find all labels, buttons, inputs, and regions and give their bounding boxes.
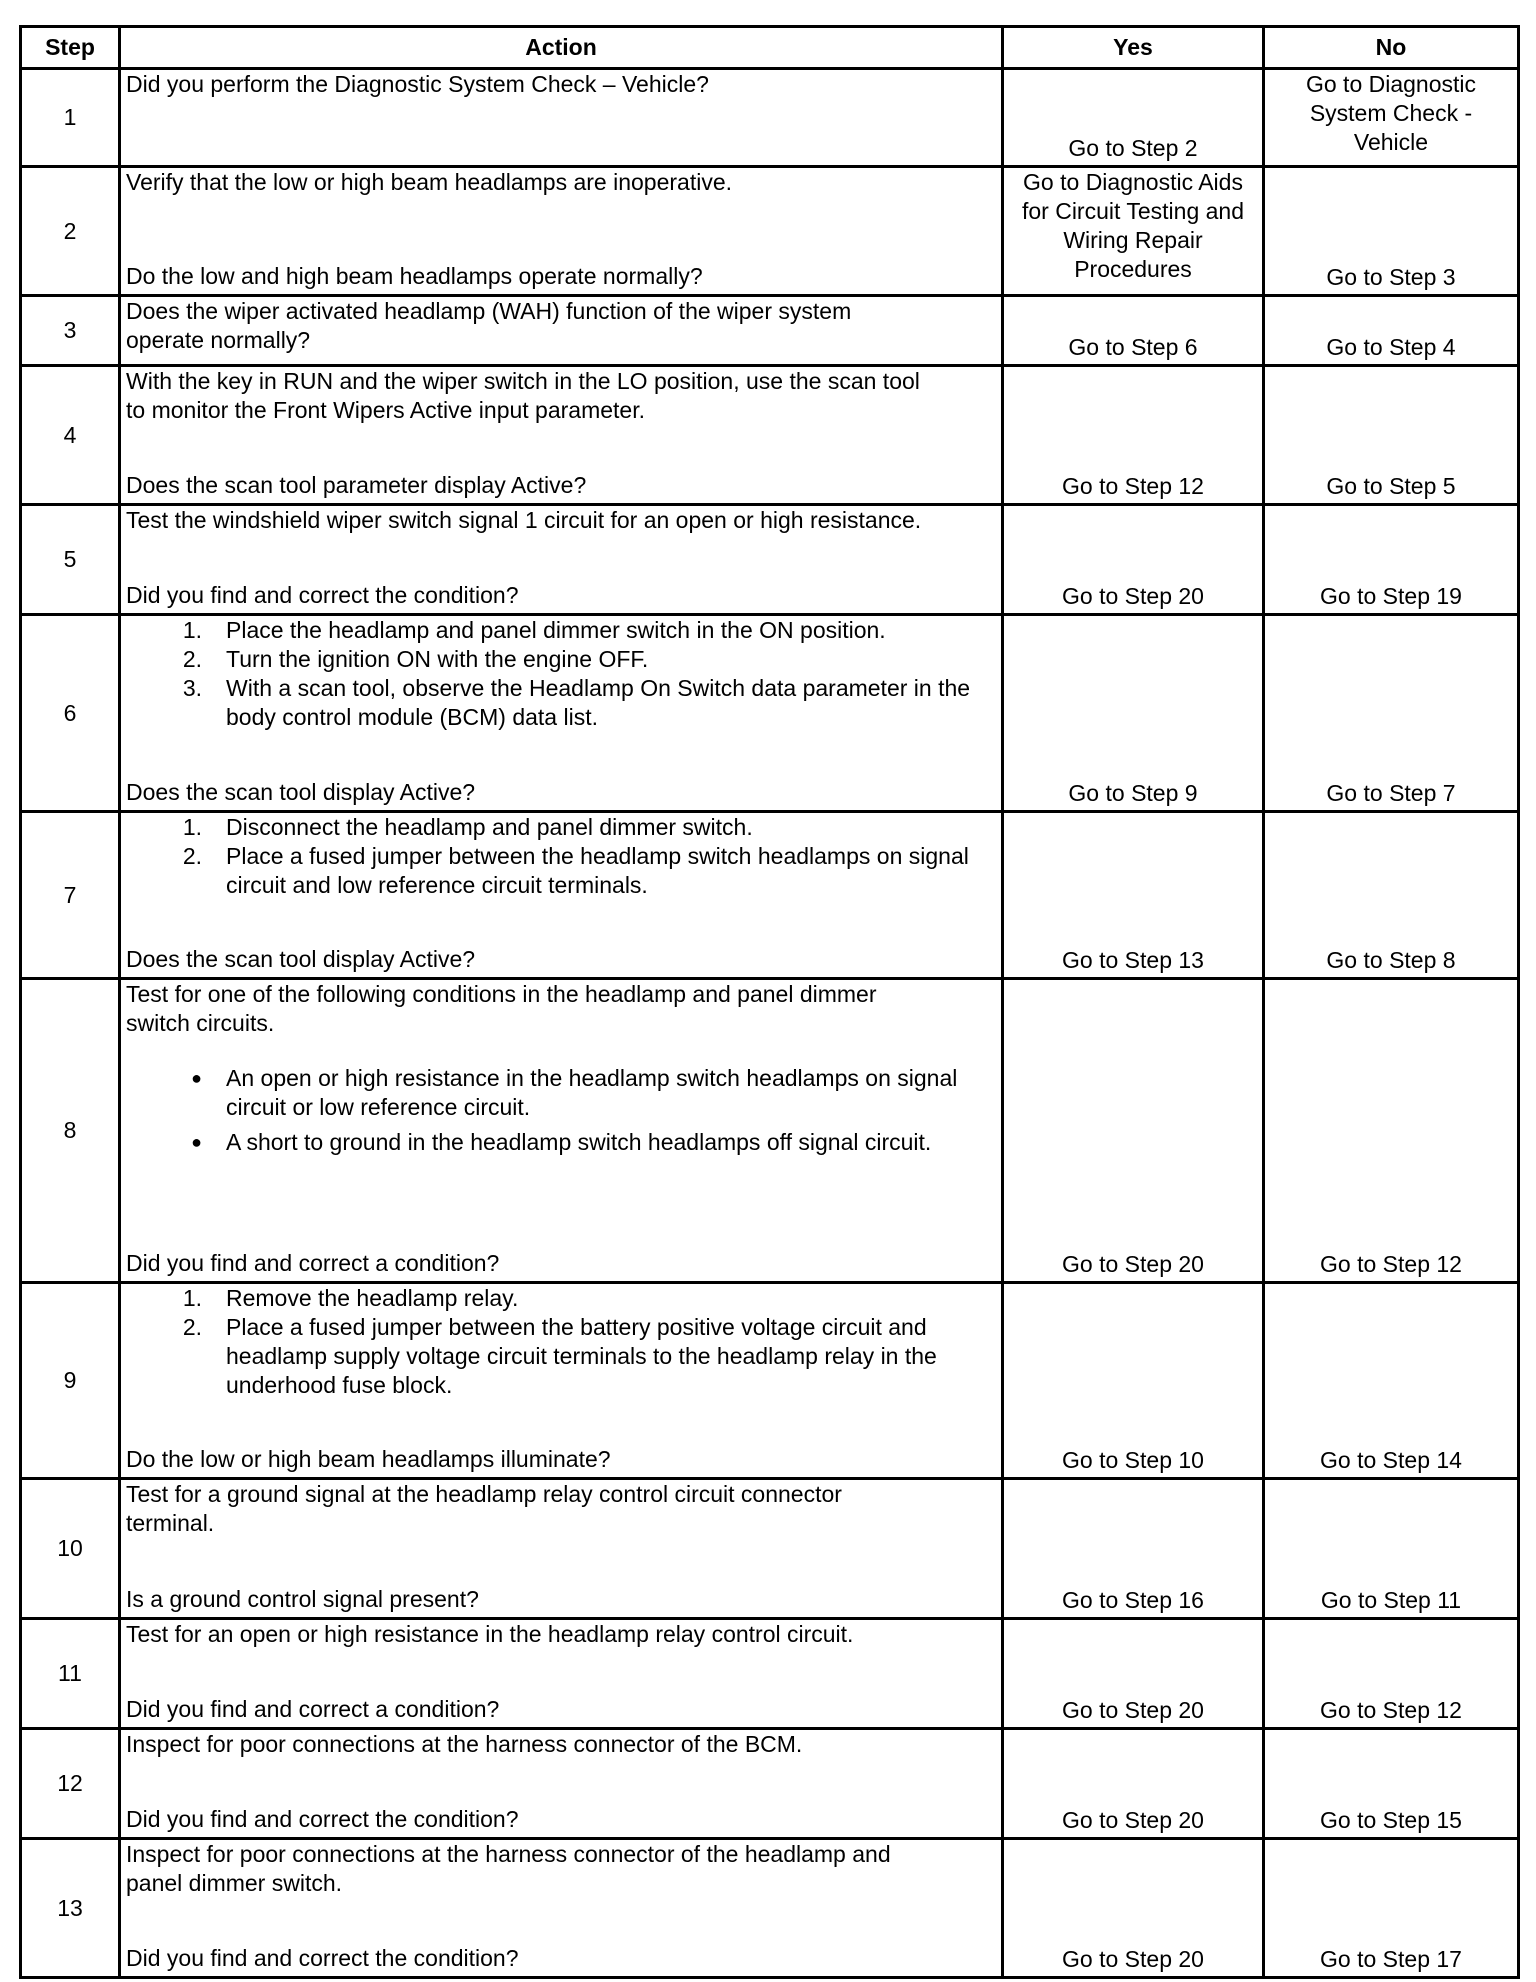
step-number: 11 — [21, 1619, 120, 1729]
yes-outcome: Go to Step 9 — [1003, 615, 1264, 812]
no-outcome: Go to Step 12 — [1264, 1619, 1519, 1729]
action-text: to monitor the Front Wipers Active input parameter. — [126, 397, 646, 423]
table-row — [21, 1729, 1519, 1839]
action-text: With the key in RUN and the wiper switch in the LO position, use the scan tool — [126, 368, 920, 394]
action-text: Verify that the low or high beam headlamps are inoperative. — [126, 169, 733, 195]
bullet-item — [126, 1128, 996, 1157]
step-number: 1 — [21, 69, 120, 167]
numbered-step-item — [126, 674, 996, 732]
step-item-number: 2. — [182, 646, 202, 672]
action-question: Did you find and correct the condition? — [126, 582, 519, 608]
action-cell — [120, 69, 1003, 167]
action-cell — [120, 1729, 1003, 1839]
header-no: No — [1264, 27, 1519, 69]
action-text: panel dimmer switch. — [126, 1870, 343, 1896]
no-outcome: Go to Step 4 — [1264, 296, 1519, 366]
action-cell — [120, 167, 1003, 296]
action-cell — [120, 1839, 1003, 1978]
no-outcome: Go to Step 11 — [1264, 1479, 1519, 1619]
action-cell — [120, 1283, 1003, 1479]
action-cell — [120, 1479, 1003, 1619]
action-question: Did you find and correct a condition? — [126, 1696, 500, 1722]
step-number: 7 — [21, 812, 120, 979]
yes-outcome: Go to Step 13 — [1003, 812, 1264, 979]
step-number: 13 — [21, 1839, 120, 1978]
header-yes: Yes — [1003, 27, 1264, 69]
table-body — [21, 69, 1519, 1978]
bullet-icon: ● — [191, 1132, 202, 1152]
no-outcome: Go to Diagnostic System Check - Vehicle — [1264, 69, 1519, 167]
step-number: 4 — [21, 366, 120, 505]
action-cell — [120, 812, 1003, 979]
step-number: 9 — [21, 1283, 120, 1479]
yes-outcome: Go to Diagnostic Aids for Circuit Testing and Wiring Repair Procedures — [1003, 167, 1264, 296]
step-number: 12 — [21, 1729, 120, 1839]
action-cell — [120, 615, 1003, 812]
action-cell — [120, 366, 1003, 505]
yes-outcome: Go to Step 6 — [1003, 296, 1264, 366]
step-number: 6 — [21, 615, 120, 812]
table-row — [21, 1619, 1519, 1729]
yes-outcome: Go to Step 20 — [1003, 1729, 1264, 1839]
item-text: Turn the ignition ON with the engine OFF. — [226, 646, 649, 672]
action-text: Test the windshield wiper switch signal 1 circuit for an open or high resistance. — [126, 507, 922, 533]
table-row — [21, 505, 1519, 615]
item-text: With a scan tool, observe the Headlamp On Switch data parameter in the body control module (BCM) data list. — [226, 675, 977, 730]
table-row — [21, 1839, 1519, 1978]
action-question: Does the scan tool display Active? — [126, 946, 476, 972]
action-text: Test for an open or high resistance in the headlamp relay control circuit. — [126, 1621, 854, 1647]
action-question: Is a ground control signal present? — [126, 1586, 479, 1612]
bullet-icon: ● — [191, 1068, 202, 1088]
yes-outcome: Go to Step 16 — [1003, 1479, 1264, 1619]
no-outcome: Go to Step 3 — [1264, 167, 1519, 296]
header-action: Action — [120, 27, 1003, 69]
step-item-number: 2. — [182, 843, 202, 869]
step-item-number: 1. — [182, 617, 202, 643]
yes-outcome: Go to Step 20 — [1003, 505, 1264, 615]
action-text: Test for one of the following conditions in the headlamp and panel dimmer — [126, 981, 877, 1007]
action-question: Do the low or high beam headlamps illuminate? — [126, 1446, 611, 1472]
action-cell — [120, 296, 1003, 366]
diagnostic-table — [19, 25, 1520, 1979]
yes-outcome: Go to Step 10 — [1003, 1283, 1264, 1479]
item-text: A short to ground in the headlamp switch headlamps off signal circuit. — [226, 1129, 932, 1155]
item-text: Remove the headlamp relay. — [226, 1285, 519, 1311]
numbered-step-item — [126, 813, 996, 842]
no-outcome: Go to Step 5 — [1264, 366, 1519, 505]
action-text: Inspect for poor connections at the harness connector of the headlamp and — [126, 1841, 891, 1867]
step-item-number: 3. — [182, 675, 202, 701]
bullet-item — [126, 1064, 996, 1122]
numbered-step-item — [126, 1284, 996, 1313]
item-text: Place a fused jumper between the headlamp switch headlamps on signal circuit and low reference circuit terminals. — [226, 843, 976, 898]
table-row — [21, 812, 1519, 979]
table-row — [21, 69, 1519, 167]
numbered-step-item — [126, 1313, 996, 1400]
action-question: Does the scan tool parameter display Active? — [126, 472, 587, 498]
yes-outcome: Go to Step 20 — [1003, 1619, 1264, 1729]
no-outcome: Go to Step 8 — [1264, 812, 1519, 979]
yes-outcome: Go to Step 20 — [1003, 1839, 1264, 1978]
action-question: Do the low and high beam headlamps operate normally? — [126, 263, 703, 289]
step-number: 2 — [21, 167, 120, 296]
numbered-step-item — [126, 645, 996, 674]
item-text: Place the headlamp and panel dimmer switch in the ON position. — [226, 617, 886, 643]
action-cell — [120, 505, 1003, 615]
no-outcome: Go to Step 7 — [1264, 615, 1519, 812]
table-row — [21, 1479, 1519, 1619]
action-question: Did you find and correct the condition? — [126, 1945, 519, 1971]
table-row — [21, 296, 1519, 366]
numbered-step-item — [126, 616, 996, 645]
table-row — [21, 615, 1519, 812]
action-text: Does the wiper activated headlamp (WAH) function of the wiper system — [126, 298, 852, 324]
step-item-number: 1. — [182, 1285, 202, 1311]
table-row — [21, 366, 1519, 505]
yes-outcome: Go to Step 20 — [1003, 979, 1264, 1283]
header-step: Step — [21, 27, 120, 69]
step-number: 10 — [21, 1479, 120, 1619]
action-question: Does the scan tool display Active? — [126, 779, 476, 805]
numbered-step-item — [126, 842, 996, 900]
yes-outcome: Go to Step 12 — [1003, 366, 1264, 505]
step-item-number: 2. — [182, 1314, 202, 1340]
item-text: Place a fused jumper between the battery positive voltage circuit and headlamp supply voltage circuit terminals to the headlamp relay in the underhood fuse block. — [226, 1314, 944, 1398]
action-question: Did you find and correct a condition? — [126, 1250, 500, 1276]
action-text: terminal. — [126, 1510, 215, 1536]
table-row — [21, 167, 1519, 296]
header-row — [21, 27, 1519, 69]
step-item-number: 1. — [182, 814, 202, 840]
no-outcome: Go to Step 14 — [1264, 1283, 1519, 1479]
no-outcome: Go to Step 17 — [1264, 1839, 1519, 1978]
table-row — [21, 1283, 1519, 1479]
action-question: Did you find and correct the condition? — [126, 1806, 519, 1832]
action-text: switch circuits. — [126, 1010, 275, 1036]
action-text: operate normally? — [126, 327, 311, 353]
no-outcome: Go to Step 12 — [1264, 979, 1519, 1283]
item-text: An open or high resistance in the headlamp switch headlamps on signal circuit or low reference circuit. — [226, 1065, 964, 1120]
action-text: Test for a ground signal at the headlamp relay control circuit connector — [126, 1481, 842, 1507]
no-outcome: Go to Step 15 — [1264, 1729, 1519, 1839]
action-text: Inspect for poor connections at the harness connector of the BCM. — [126, 1731, 803, 1757]
step-number: 3 — [21, 296, 120, 366]
item-text: Disconnect the headlamp and panel dimmer switch. — [226, 814, 753, 840]
step-number: 5 — [21, 505, 120, 615]
no-outcome: Go to Step 19 — [1264, 505, 1519, 615]
step-number: 8 — [21, 979, 120, 1283]
action-cell — [120, 1619, 1003, 1729]
action-cell — [120, 979, 1003, 1283]
action-text: Did you perform the Diagnostic System Check – Vehicle? — [126, 71, 709, 97]
table-row — [21, 979, 1519, 1283]
yes-outcome: Go to Step 2 — [1003, 69, 1264, 167]
